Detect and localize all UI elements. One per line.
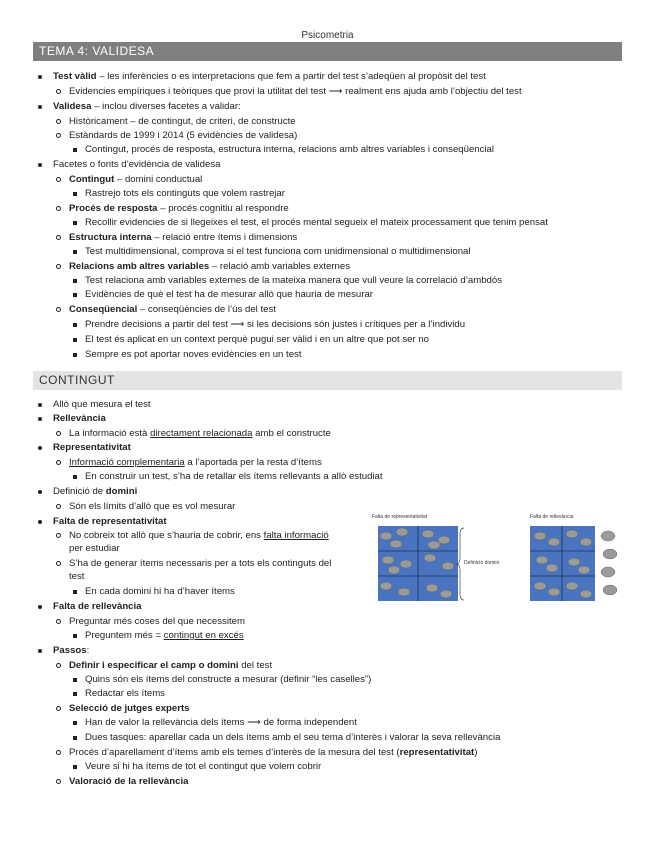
jutges-s2: Dues tasques: aparellar cada un dels ítems amb el seu tema d’interès i valorar la seva rellevància — [85, 732, 501, 743]
bullet — [56, 133, 61, 138]
bullet — [38, 649, 42, 653]
definicio-line: Definició de domini — [53, 486, 138, 497]
bullet — [73, 293, 77, 297]
validesa-sub1: Històricament – de contingut, de criteri, de constructe — [69, 116, 296, 127]
bullet — [73, 221, 77, 225]
represent-sub: Informació complementaria a l’aportada per la resta d’ítems — [69, 457, 322, 468]
proces-line: Procés de resposta – procés cognitiu al respondre — [69, 203, 289, 214]
bullet — [73, 250, 77, 254]
aparellament-s1: Veure si hi ha ítems de tot el contingut que volem cobrir — [85, 761, 322, 772]
bullet — [56, 460, 61, 465]
definir-s1: Quins són els ítems del constructe a mesurar (definir “les caselles”) — [85, 674, 372, 685]
bullet — [56, 89, 61, 94]
bullet — [56, 264, 61, 269]
relacions-line: Relacions amb altres variables – relació amb variables externes — [69, 261, 351, 272]
contingut-line: Contingut – domini conductual — [69, 174, 203, 185]
bullet — [56, 663, 61, 668]
bullet — [56, 307, 61, 312]
test-valid-line: Test vàlid – les inferències o es interpretacions que fem a partir del test s’adeqüen al propòsit del test — [53, 71, 486, 82]
bullet — [38, 520, 42, 524]
falta-rel-line: Falta de rellevància — [53, 601, 142, 612]
bullet — [38, 490, 42, 494]
falta-rep-sub2-cont: test — [69, 571, 85, 582]
falta-rep-line: Falta de representativitat — [53, 516, 167, 527]
bullet — [56, 619, 61, 624]
section-title-validesa: TEMA 4: VALIDESA — [33, 42, 622, 61]
bullet — [73, 279, 77, 283]
bullet — [73, 148, 77, 152]
test-valid-sub: Evidencies empíriques i teòriques que provi la utilitat del test ⟶ realment ens ajuda amb l’objectiu del test — [69, 86, 522, 97]
bullet — [56, 206, 61, 211]
bullet — [73, 338, 77, 342]
rellevancia-line: Rellevància — [53, 413, 106, 424]
bullet — [73, 475, 77, 479]
consequencial-sub2: El test és aplicat en un context perquè pugui ser vàlid i en un altre que pot ser no — [85, 334, 429, 345]
bullet — [56, 779, 61, 784]
estructura-line: Estructura interna – relació entre ítems i dimensions — [69, 232, 298, 243]
contingut-sub: Rastrejo tots els continguts que volem rastrejar — [85, 188, 285, 199]
bullet — [56, 533, 61, 538]
bullet — [56, 119, 61, 124]
domain-figure — [372, 514, 624, 604]
falta-rep-sub1-cont: per estudiar — [69, 543, 120, 554]
falta-rel-sub: Preguntar més coses del que necessitem — [69, 616, 245, 627]
definicio-sub: Són els límits d’allò que es vol mesurar — [69, 501, 236, 512]
validesa-line: Validesa – inclou diverses facetes a validar: — [53, 101, 241, 112]
bullet — [38, 417, 42, 421]
jutges-s1: Han de valor la rellevància dels ítems ⟶ de forma independent — [85, 717, 357, 728]
bullet — [73, 634, 77, 638]
aparellament-line: Procés d’aparellament d’ítems amb els temes d’interès de la mesura del test (representativitat) — [69, 747, 478, 758]
consequencial-sub3: Sempre es pot aportar noves evidències en un test — [85, 349, 302, 360]
bullet — [73, 323, 77, 327]
bullet — [73, 192, 77, 196]
definir-s2: Redactar els ítems — [85, 688, 165, 699]
facetes-line: Facetes o fonts d’evidència de validesa — [53, 159, 221, 170]
bullet — [73, 590, 77, 594]
bullet — [56, 706, 61, 711]
bullet — [38, 403, 42, 407]
bullet — [56, 561, 61, 566]
bullet — [38, 163, 42, 167]
definir-line: Definir i especificar el camp o domini del test — [69, 660, 273, 671]
relacions-sub1: Test relaciona amb variables externes de la mateixa manera que vull veure la correlació d’ambdós — [85, 275, 503, 286]
falta-rel-subsub: Preguntem més = contingut en excés — [85, 630, 244, 641]
bullet — [56, 177, 61, 182]
brace-icon — [457, 528, 464, 600]
falta-rep-sub2: S’ha de generar ítems necessaris per a tots els continguts del — [69, 558, 332, 569]
relacions-sub2: Evidències de què el test ha de mesurar allò que hauria de mesurar — [85, 289, 373, 300]
bullet — [56, 750, 61, 755]
figure-left-label: Falta de representativitat — [372, 514, 428, 520]
falta-rep-sub1: No cobreix tot allò que s’hauria de cobrir, ens falta informació — [69, 530, 329, 541]
bullet — [38, 605, 42, 609]
figure-graphics — [372, 514, 624, 604]
bullet — [73, 692, 77, 696]
section-title-contingut: CONTINGUT — [33, 371, 622, 390]
passos-line: Passos: — [53, 645, 90, 656]
contingut-l1: Allò que mesura el test — [53, 399, 151, 410]
bullet — [73, 736, 77, 740]
proces-sub: Recollir evidencies de si llegeixes el test, el procés mental segueix el mateix processament que tenim pensat — [85, 217, 548, 228]
validesa-sub2: Estàndards de 1999 i 2014 (5 evidències de validesa) — [69, 130, 298, 141]
bullet — [73, 765, 77, 769]
bullet — [38, 75, 42, 79]
bullet — [38, 105, 42, 109]
validesa-sub2a: Contingut, procés de resposta, estructura interna, relacions amb altres variables i conseqüencial — [85, 144, 495, 155]
bullet — [56, 504, 61, 509]
estructura-sub: Test multidimensional, comprova si el test funciona com unidimensional o multidimensional — [85, 246, 471, 257]
rellevancia-sub: La informació està directament relacionada amb el constructe — [69, 428, 331, 439]
bullet — [73, 721, 77, 725]
represent-subsub: En construir un test, s’ha de retallar els ítems rellevants a allò estudiat — [85, 471, 383, 482]
bullet — [56, 431, 61, 436]
consequencial-sub1: Prendre decisions a partir del test ⟶ si les decisions són justes i crítiques per a l’individu — [85, 319, 466, 330]
bullet — [56, 235, 61, 240]
bullet — [73, 353, 77, 357]
jutges-line: Selecció de jutges experts — [69, 703, 190, 714]
figure-mid-label: Definició domini — [464, 560, 500, 566]
bullet — [73, 678, 77, 682]
valoracio-line: Valoració de la rellevància — [69, 776, 189, 787]
falta-rep-subsub: En cada domini hi ha d’haver ítems — [85, 586, 235, 597]
document-header: Psicometria — [301, 30, 354, 41]
figure-right-label: Falta de rellevància — [530, 514, 574, 520]
represent-line: Representativitat — [53, 442, 131, 453]
consequencial-line: Conseqüencial – conseqüències de l’ús del test — [69, 304, 276, 315]
bullet — [38, 446, 42, 450]
